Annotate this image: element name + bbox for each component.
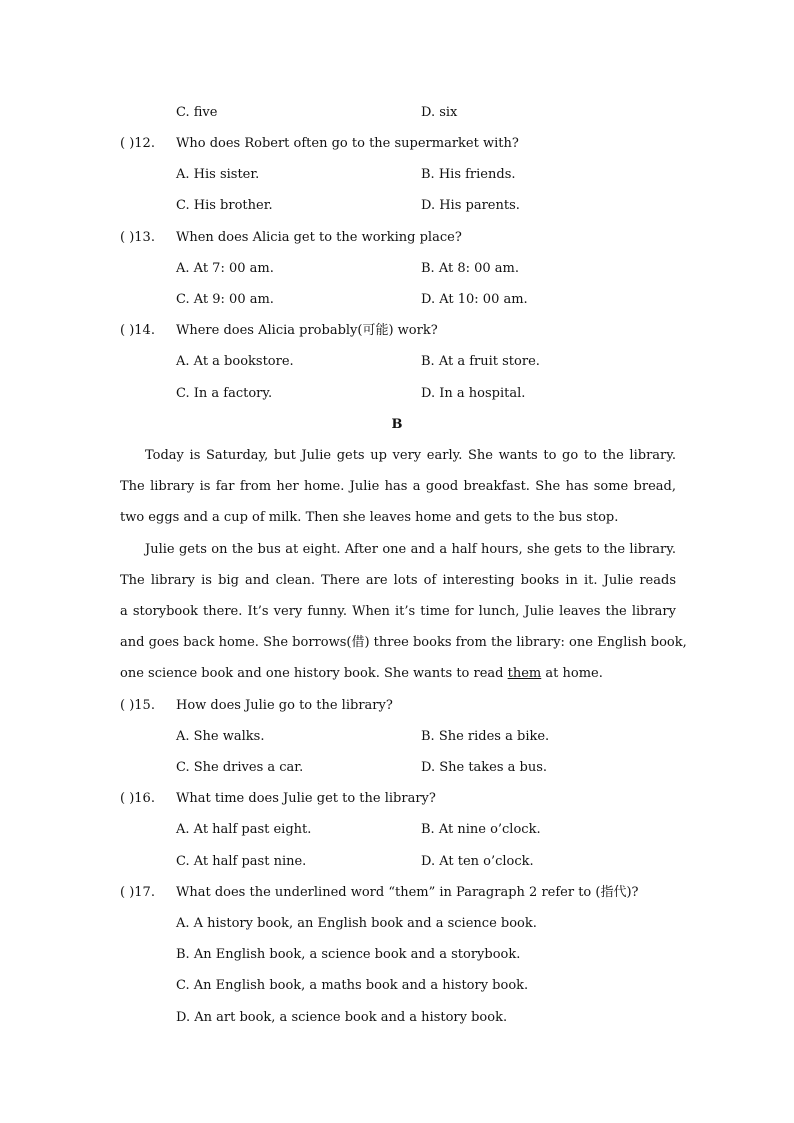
question-16: [120, 791, 436, 807]
q12-option-d: D. His parents.: [421, 198, 520, 213]
q12-option-c: C. His brother.: [176, 198, 273, 213]
passage-line: Julie gets on the bus at eight. After one and a half hours, she gets to the library.: [145, 542, 676, 557]
question-13: [120, 230, 462, 246]
passage-line: and goes back home. She borrows(借) three books from the library: one English book,: [120, 635, 687, 650]
q13-option-b: B. At 8: 00 am.: [421, 261, 520, 276]
q17-option-c: C. An English book, a maths book and a history book.: [176, 978, 529, 993]
q11-option-d: D. six: [421, 105, 458, 120]
underlined-word: them: [507, 666, 542, 681]
question-14: [120, 323, 438, 339]
passage-line: a storybook there. It’s very funny. When it’s time for lunch, Julie leaves the library: [120, 604, 676, 619]
q13-option-c: C. At 9: 00 am.: [176, 292, 274, 307]
passage-line: The library is big and clean. There are lots of interesting books in it. Julie reads: [120, 573, 676, 588]
q14-option-d: D. In a hospital.: [421, 386, 526, 401]
q15-option-d: D. She takes a bus.: [421, 760, 548, 775]
question-text: Who does Robert often go to the supermarket with?: [176, 136, 519, 151]
question-number: ( )15.: [120, 698, 155, 713]
q15-option-b: B. She rides a bike.: [421, 729, 550, 744]
passage-line: Today is Saturday, but Julie gets up very early. She wants to go to the library.: [145, 448, 676, 463]
q15-option-a: A. She walks.: [176, 729, 265, 744]
q13-option-a: A. At 7: 00 am.: [176, 261, 274, 276]
q16-option-d: D. At ten o’clock.: [421, 854, 534, 869]
question-text: What time does Julie get to the library?: [176, 791, 436, 806]
q16-option-c: C. At half past nine.: [176, 854, 307, 869]
passage-line: The library is far from her home. Julie has a good breakfast. She has some bread,: [120, 479, 676, 494]
question-number: ( )12.: [120, 136, 155, 151]
passage-line-last: [120, 666, 676, 682]
question-number: ( )13.: [120, 230, 155, 245]
question-text: When does Alicia get to the working place?: [176, 230, 462, 245]
question-17: [120, 885, 639, 901]
q17-option-d: D. An art book, a science book and a history book.: [176, 1010, 508, 1025]
q17-option-b: B. An English book, a science book and a storybook.: [176, 947, 521, 962]
q12-option-b: B. His friends.: [421, 167, 516, 182]
q14-option-c: C. In a factory.: [176, 386, 273, 401]
q11-option-c: C. five: [176, 105, 218, 120]
question-text: Where does Alicia probably(可能) work?: [176, 323, 438, 338]
passage-text: at home.: [541, 666, 603, 681]
q15-option-c: C. She drives a car.: [176, 760, 304, 775]
question-text: How does Julie go to the library?: [176, 698, 393, 713]
section-heading: B: [391, 417, 403, 432]
passage-text: one science book and one history book. She wants to read: [120, 666, 508, 681]
q12-option-a: A. His sister.: [176, 167, 260, 182]
passage-line: two eggs and a cup of milk. Then she leaves home and gets to the bus stop.: [120, 510, 619, 525]
q17-option-a: A. A history book, an English book and a science book.: [176, 916, 537, 931]
q16-option-a: A. At half past eight.: [176, 822, 312, 837]
question-12: [120, 136, 519, 152]
q16-option-b: B. At nine o’clock.: [421, 822, 541, 837]
question-number: ( )16.: [120, 791, 155, 806]
q13-option-d: D. At 10: 00 am.: [421, 292, 528, 307]
question-text: What does the underlined word “them” in Paragraph 2 refer to (指代)?: [176, 885, 639, 900]
question-number: ( )17.: [120, 885, 155, 900]
question-15: [120, 698, 393, 714]
question-number: ( )14.: [120, 323, 155, 338]
q14-option-a: A. At a bookstore.: [176, 354, 294, 369]
q14-option-b: B. At a fruit store.: [421, 354, 540, 369]
